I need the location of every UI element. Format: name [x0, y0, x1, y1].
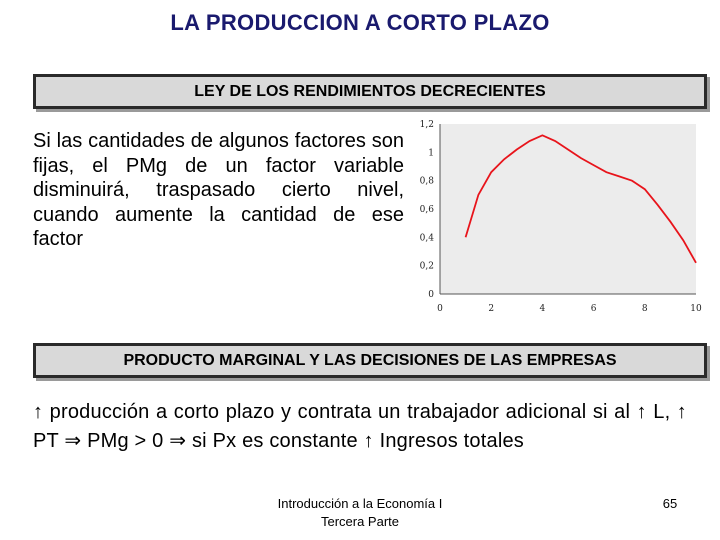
x-tick-label: 6: [590, 304, 597, 314]
page-number: 65: [662, 496, 678, 511]
x-tick-label: 2: [488, 304, 495, 314]
footer-course: Introducción a la Economía I: [277, 496, 443, 511]
y-tick-label: 1,2: [419, 120, 434, 130]
law-heading-box: [33, 74, 707, 109]
y-tick-label: 0,4: [419, 233, 434, 244]
y-tick-label: 0,8: [419, 176, 434, 187]
footer: [250, 495, 470, 531]
y-tick-label: 0: [428, 290, 434, 300]
decisions-description: ↑ producción a corto plazo y contrata un trabajador adicional si al ↑ L, ↑ PT ⇒ PMg > 0 ⇒ si Px es constante ↑ Ingresos totales: [33, 401, 687, 452]
law-description: Si las cantidades de algunos factores son fijas, el PMg de un factor variable disminuirá, traspasado cierto nivel, cuando aumente la cantidad de ese factor: [33, 130, 404, 251]
slide-title: LA PRODUCCION A CORTO PLAZO: [170, 10, 550, 35]
footer-part: Tercera Parte: [320, 514, 400, 529]
x-tick-label: 8: [641, 304, 648, 314]
x-tick-label: 10: [690, 304, 702, 314]
law-heading-text: LEY DE LOS RENDIMIENTOS DECRECIENTES: [194, 82, 546, 100]
x-tick-label: 4: [539, 304, 546, 314]
marginal-product-chart: [412, 120, 702, 326]
x-tick-label: 0: [437, 304, 443, 314]
y-tick-label: 0,2: [419, 261, 434, 272]
y-tick-label: 1: [428, 148, 434, 159]
decisions-heading-box: [33, 343, 707, 378]
y-tick-label: 0,6: [419, 205, 434, 215]
decisions-heading-text: PRODUCTO MARGINAL Y LAS DECISIONES DE LAS EMPRESAS: [123, 351, 617, 369]
